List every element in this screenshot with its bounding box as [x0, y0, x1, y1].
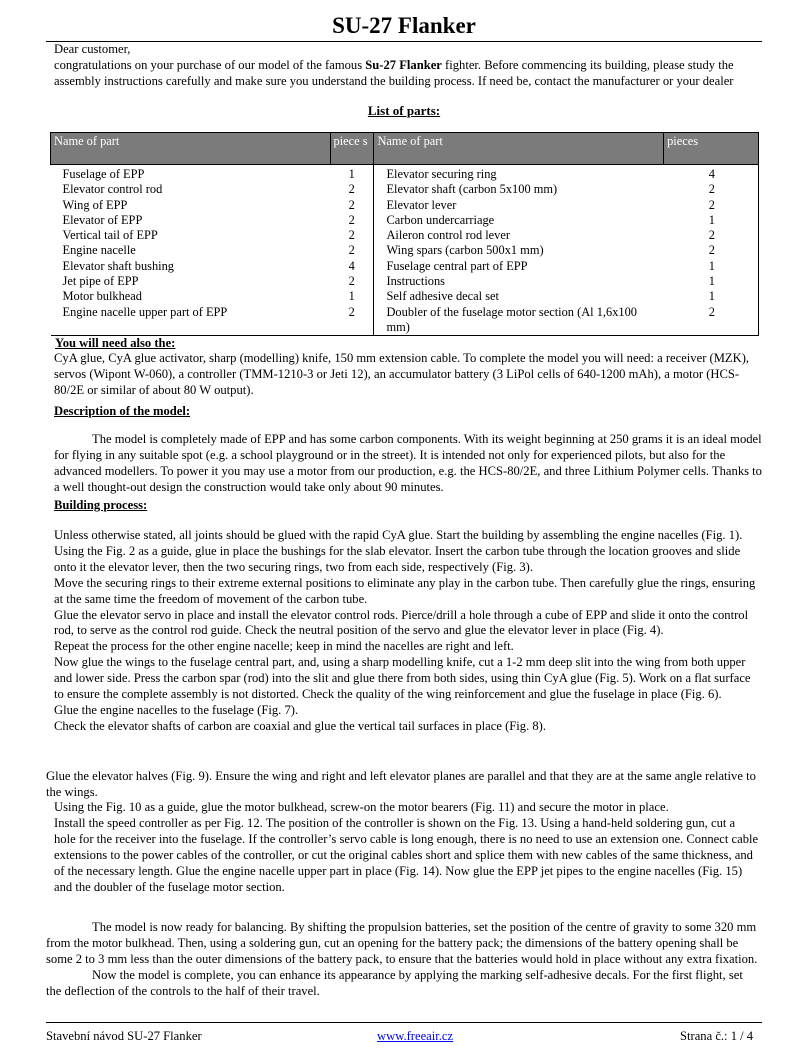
- part-name: Elevator securing ring: [374, 165, 664, 183]
- part-count: 1: [664, 289, 759, 304]
- website-link[interactable]: www.freeair.cz: [377, 1029, 454, 1043]
- part-count: 4: [348, 258, 355, 273]
- part-name: Carbon undercarriage: [374, 213, 664, 228]
- part-name: Elevator lever: [374, 198, 664, 213]
- part-name: Elevator shaft bushing: [62, 258, 174, 273]
- parts-list-heading: List of parts:: [367, 103, 441, 118]
- building-steps-3: [54, 800, 759, 895]
- part-count: 2: [664, 182, 759, 197]
- intro-text: [54, 58, 759, 90]
- page-number: Strana č.: 1 / 4: [680, 1029, 754, 1043]
- part-count: 2: [348, 182, 355, 197]
- part-count: 2: [664, 243, 759, 258]
- need-heading: You will need also the:: [55, 336, 176, 350]
- model-name: Su-27 Flanker: [365, 57, 442, 72]
- part-name: Doubler of the fuselage motor section (Al 1,6x100 mm): [374, 305, 664, 336]
- part-count: 1: [664, 259, 759, 274]
- building-paragraph: Move the securing rings to their extreme external positions to eliminate any play in the carbon tube. Then carefully glue the rings, ensuring at the same time the freedom of movement of the carbon tube.: [54, 575, 756, 606]
- intro-text-pre: congratulations on your purchase of our model of the famous: [54, 57, 366, 72]
- parts-table: [50, 132, 759, 336]
- part-count: 2: [348, 243, 355, 258]
- building-paragraph: Using the Fig. 10 as a guide, glue the motor bulkhead, screw-on the motor bearers (Fig. 11) and secure the motor in place.: [54, 800, 669, 814]
- table-row: [51, 228, 759, 243]
- part-name: Aileron control rod lever: [374, 228, 664, 243]
- building-paragraph: Glue the elevator servo in place and install the elevator control rods. Pierce/drill a hole through a cube of EPP and slide it onto the control rod, to serve as the control rod guide. Check the neutral position of the servo and glue the elevator lever in place (Fig. 4).: [54, 607, 749, 638]
- building-paragraph: Repeat the process for the other engine nacelle; keep in mind the nacelles are right and left.: [54, 639, 514, 654]
- table-row: [51, 213, 759, 228]
- part-count: 1: [664, 274, 759, 289]
- building-paragraph: Now the model is complete, you can enhance its appearance by applying the marking self-adhesive decals. For the first flight, set the deflection of the controls to the half of their travel.: [46, 967, 743, 998]
- header-name-of-part-2: Name of part: [374, 133, 664, 165]
- building-steps-2: [46, 769, 760, 801]
- part-name: Vertical tail of EPP: [62, 228, 158, 243]
- table-row: [51, 289, 759, 304]
- building-steps-4: [46, 920, 760, 1000]
- intro-text-post: fighter. Before commencing its building, please study the assembly instructions carefully and make sure you understand the building process. If need be, contact the manufacturer or your dealer: [54, 57, 734, 88]
- greeting: Dear customer,: [54, 42, 131, 56]
- building-paragraph: Glue the engine nacelles to the fuselage (Fig. 7).: [54, 702, 299, 717]
- part-name: Engine nacelle: [62, 243, 136, 258]
- part-name: Self adhesive decal set: [374, 289, 664, 304]
- footer-link-wrap: [377, 1029, 453, 1044]
- header-name-of-part: Name of part: [51, 133, 331, 165]
- part-count: 2: [348, 228, 355, 243]
- part-count: 2: [330, 305, 374, 336]
- need-text: CyA glue, CyA glue activator, sharp (modelling) knife, 150 mm extension cable. To complete the model you will need: a receiver (MZK), servos (Wipont W-060), a controller (TMM-1210-3 or Jeti 12), an accumulator battery (3 LiPol cells of 640-1200 mAh), a motor (HCS-80/2E or similar of about 80 W output).: [54, 351, 750, 397]
- part-count: 4: [664, 165, 759, 183]
- description-text: The model is completely made of EPP and has some carbon components. With its weight beginning at 250 grams it is an ideal model for flying in any suitable spot (e.g. a school playground or in the street). It is intended not only for experienced pilots, but also for the advanced modellers. To power it you may use a motor from our production, e.g. the HCS-80/2E, and three Lithium Polymer cells. Thanks to a well thought-out design the construction would take only about 90 minutes.: [54, 432, 762, 494]
- part-name: Instructions: [374, 274, 664, 289]
- table-row: [51, 274, 759, 289]
- part-name: Elevator shaft (carbon 5x100 mm): [374, 182, 664, 197]
- part-name: Engine nacelle upper part of EPP: [51, 305, 331, 336]
- part-name: Jet pipe of EPP: [62, 274, 139, 289]
- parts-table-header: [51, 133, 759, 165]
- document-title: SU-27 Flanker: [332, 13, 476, 38]
- header-pieces-2: pieces: [664, 133, 759, 165]
- building-paragraph: Check the elevator shafts of carbon are coaxial and glue the vertical tail surfaces in place (Fig. 8).: [54, 718, 546, 733]
- part-count: 2: [664, 305, 759, 336]
- part-count: 1: [664, 213, 759, 228]
- part-count: 2: [664, 228, 759, 243]
- part-count: 2: [348, 274, 355, 289]
- footer-rule: [46, 1022, 762, 1023]
- building-steps: [54, 528, 759, 735]
- building-paragraph: The model is now ready for balancing. By shifting the propulsion batteries, set the position of the centre of gravity to some 320 mm from the motor bulkhead. Then, using a soldering gun, cut an opening for the battery pack; the dimensions of the battery opening shall be some 2 to 3 mm less than the outer dimensions of the battery pack, to ensure that the batteries would hold in place without any extra fixation.: [46, 920, 758, 966]
- table-row: [51, 165, 759, 183]
- part-name: Elevator control rod: [62, 182, 163, 197]
- table-row: [51, 305, 759, 336]
- building-heading: Building process:: [54, 498, 148, 512]
- building-paragraph: Install the speed controller as per Fig. 12. The position of the controller is shown on the Fig. 13. Using a hand-held soldering gun, cut a hole for the receiver into the fuselage. If the controller’s servo cable is long enough, there is no need to use an extension one. Connect cable extensions to the power cables of the controller, or cut the original cables short and splice them with new cables of the same thickness, and of the necessary length. Glue the engine nacelle upper part in place (Fig. 14). Now glue the EPP jet pipes to the engine nacelles (Fig. 15) and the doubler of the fuselage motor section.: [54, 815, 759, 894]
- part-count: 1: [348, 167, 355, 181]
- part-name: Motor bulkhead: [62, 289, 142, 304]
- building-paragraph: Unless otherwise stated, all joints should be glued with the rapid CyA glue. Start the building by assembling the engine nacelles (Fig. 1). Using the Fig. 2 as a guide, glue in place the bushings for the slab elevator. Insert the carbon tube through the location grooves and slide onto it the elevator lever, then the two securing rings, two from each side, respectively (Fig. 3).: [54, 528, 743, 574]
- building-paragraph: Now glue the wings to the fuselage central part, and, using a sharp modelling knife, cut a 1-2 mm deep slit into the wing from both upper and lower side. Press the carbon spar (rod) into the slit and glue there from both sides, using thin CyA glue (Fig. 5). Work on a flat surface to ensure the complete assembly is not distorted. Check the quality of the wing reinforcement and glue the fuselage in place (Fig. 6).: [54, 655, 751, 702]
- part-count: 2: [348, 212, 355, 227]
- description-heading: Description of the model:: [54, 404, 191, 418]
- table-row: [51, 243, 759, 258]
- header-pieces: piece s: [330, 133, 374, 165]
- part-count: 2: [348, 197, 355, 212]
- building-paragraph: Glue the elevator halves (Fig. 9). Ensure the wing and right and left elevator planes are parallel and that they are at the same angle relative to the wings.: [46, 769, 756, 799]
- table-row: [51, 259, 759, 274]
- intro-block: [54, 42, 759, 90]
- table-row: [51, 198, 759, 213]
- part-name: Wing of EPP: [62, 197, 128, 212]
- part-count: 2: [664, 198, 759, 213]
- part-name: Wing spars (carbon 500x1 mm): [374, 243, 664, 258]
- part-name: Fuselage central part of EPP: [374, 259, 664, 274]
- footer-left: Stavební návod SU-27 Flanker: [46, 1029, 202, 1043]
- part-count: 1: [348, 289, 355, 304]
- table-row: [51, 182, 759, 197]
- part-name: Elevator of EPP: [62, 212, 143, 227]
- part-name: Fuselage of EPP: [62, 167, 145, 181]
